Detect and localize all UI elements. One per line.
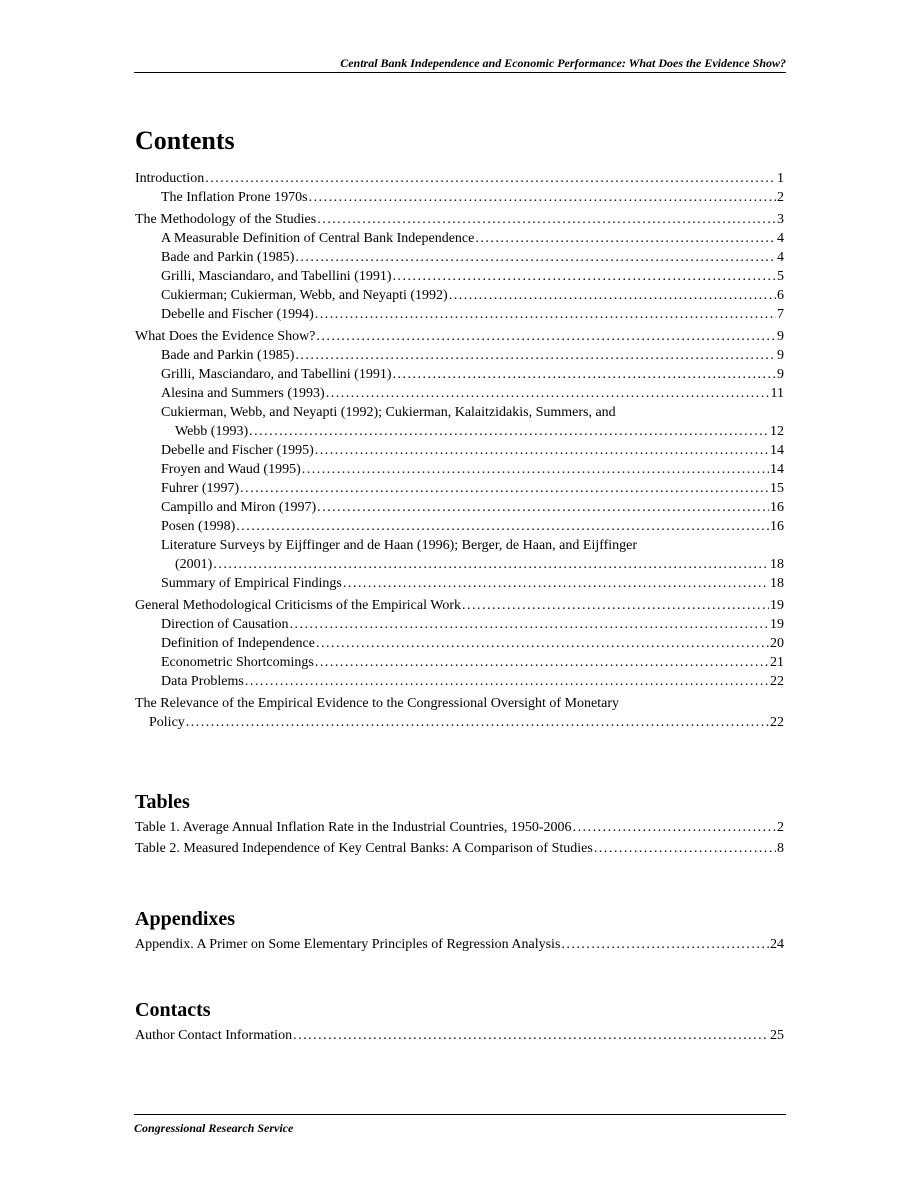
toc-entry-title: Introduction (135, 171, 205, 186)
toc-page-number: 24 (770, 937, 784, 952)
dot-leader (295, 346, 776, 365)
toc-page-number: 25 (770, 1028, 784, 1043)
toc-entry-title: Debelle and Fischer (1995) (161, 443, 314, 458)
toc-entry[interactable] (135, 1026, 784, 1045)
dot-leader (326, 384, 770, 403)
toc-entry[interactable] (135, 403, 784, 441)
toc-entry-title: Definition of Independence (161, 636, 315, 651)
dot-leader (316, 327, 776, 346)
toc-entry-title: Econometric Shortcomings (161, 655, 314, 670)
toc-entry-title: A Measurable Definition of Central Bank Independence (161, 231, 475, 246)
toc-page-number: 19 (770, 617, 784, 632)
toc-page-number: 2 (777, 190, 784, 205)
toc-entry-title: Author Contact Information (135, 1028, 293, 1043)
toc-page-number: 18 (770, 557, 784, 572)
toc-page-number: 4 (777, 231, 784, 246)
dot-leader (573, 818, 776, 837)
dot-leader (315, 305, 776, 324)
toc-entry[interactable] (135, 210, 784, 229)
toc-page-number: 1 (777, 171, 784, 186)
tables-heading: Tables (135, 791, 190, 813)
toc-page-number: 5 (777, 269, 784, 284)
toc-page-number: 14 (770, 462, 784, 477)
toc-entry[interactable] (135, 248, 784, 267)
toc-entry[interactable] (135, 327, 784, 346)
dot-leader (462, 596, 769, 615)
contents-list (135, 169, 784, 732)
contacts-heading: Contacts (135, 999, 211, 1021)
dot-leader (594, 839, 776, 858)
toc-entry-title-continuation: Webb (1993) (175, 424, 249, 439)
toc-entry[interactable] (135, 672, 784, 691)
dot-leader (316, 634, 769, 653)
dot-leader (392, 365, 776, 384)
toc-entry[interactable] (135, 365, 784, 384)
dot-leader (236, 517, 769, 536)
toc-entry-title: Bade and Parkin (1985) (161, 348, 295, 363)
toc-page-number: 21 (770, 655, 784, 670)
toc-page-number: 8 (777, 841, 784, 856)
toc-entry-title: Direction of Causation (161, 617, 289, 632)
toc-entry-title: Froyen and Waud (1995) (161, 462, 301, 477)
toc-page-number: 3 (777, 212, 784, 227)
toc-entry-title: The Relevance of the Empirical Evidence to the Congressional Oversight of Monetary (135, 696, 620, 711)
toc-page-number: 11 (770, 386, 784, 401)
toc-entry-title: Summary of Empirical Findings (161, 576, 342, 591)
toc-page-number: 18 (770, 576, 784, 591)
toc-entry-title: Bade and Parkin (1985) (161, 250, 295, 265)
toc-page-number: 2 (777, 820, 784, 835)
toc-page-number: 9 (777, 348, 784, 363)
toc-entry-title: Debelle and Fischer (1994) (161, 307, 314, 322)
contacts-list (135, 1026, 784, 1045)
running-head: Central Bank Independence and Economic Performance: What Does the Evidence Show? (134, 56, 786, 73)
toc-entry[interactable] (135, 574, 784, 593)
toc-entry[interactable] (135, 267, 784, 286)
toc-entry-title-continuation: Policy (149, 715, 185, 730)
toc-entry[interactable] (135, 653, 784, 672)
toc-page-number: 22 (770, 674, 784, 689)
toc-entry[interactable] (135, 615, 784, 634)
dot-leader (475, 229, 776, 248)
toc-page-number: 14 (770, 443, 784, 458)
dot-leader (561, 935, 769, 954)
dot-leader (315, 441, 769, 460)
dot-leader (309, 188, 776, 207)
toc-entry[interactable] (135, 694, 784, 732)
toc-entry-title: Cukierman, Webb, and Neyapti (1992); Cukierman, Kalaitzidakis, Summers, and (161, 405, 616, 420)
appendixes-list (135, 935, 784, 954)
toc-entry-title-continuation: (2001) (175, 557, 213, 572)
toc-entry-title: Appendix. A Primer on Some Elementary Principles of Regression Analysis (135, 937, 561, 952)
toc-page-number: 19 (770, 598, 784, 613)
toc-entry[interactable] (135, 596, 784, 615)
dot-leader (245, 672, 769, 691)
dot-leader (293, 1026, 769, 1045)
toc-page-number: 16 (770, 500, 784, 515)
toc-entry[interactable] (135, 229, 784, 248)
dot-leader (186, 713, 769, 732)
running-foot: Congressional Research Service (134, 1114, 786, 1136)
dot-leader (449, 286, 776, 305)
toc-entry-title: What Does the Evidence Show? (135, 329, 316, 344)
toc-page-number: 22 (770, 715, 784, 730)
toc-entry[interactable] (135, 441, 784, 460)
toc-entry[interactable] (135, 935, 784, 954)
toc-entry-title: General Methodological Criticisms of the Empirical Work (135, 598, 461, 613)
dot-leader (317, 498, 769, 517)
dot-leader (392, 267, 776, 286)
toc-entry-title: Fuhrer (1997) (161, 481, 240, 496)
toc-entry[interactable] (135, 818, 784, 837)
toc-entry[interactable] (135, 169, 784, 188)
toc-entry-title: Posen (1998) (161, 519, 236, 534)
dot-leader (249, 422, 769, 441)
toc-entry-title: Alesina and Summers (1993) (161, 386, 325, 401)
dot-leader (302, 460, 769, 479)
contents-heading: Contents (135, 126, 235, 155)
toc-entry-title: The Inflation Prone 1970s (161, 190, 308, 205)
dot-leader (205, 169, 776, 188)
toc-entry[interactable] (135, 384, 784, 403)
dot-leader (290, 615, 769, 634)
dot-leader (315, 653, 769, 672)
toc-page-number: 6 (777, 288, 784, 303)
toc-entry[interactable] (135, 286, 784, 305)
appendixes-heading: Appendixes (135, 908, 236, 930)
toc-entry-title: Data Problems (161, 674, 244, 689)
toc-entry-title: Campillo and Miron (1997) (161, 500, 317, 515)
dot-leader (343, 574, 769, 593)
toc-entry-title: Grilli, Masciandaro, and Tabellini (1991) (161, 269, 392, 284)
toc-page-number: 4 (777, 250, 784, 265)
tables-list (135, 818, 784, 858)
toc-entry[interactable] (135, 536, 784, 574)
toc-entry[interactable] (135, 460, 784, 479)
toc-page-number: 12 (770, 424, 784, 439)
toc-page-number: 9 (777, 329, 784, 344)
dot-leader (317, 210, 776, 229)
toc-entry[interactable] (135, 498, 784, 517)
toc-page-number: 15 (770, 481, 784, 496)
toc-entry[interactable] (135, 305, 784, 324)
toc-entry-title: Table 1. Average Annual Inflation Rate in the Industrial Countries, 1950-2006 (135, 820, 572, 835)
toc-entry[interactable] (135, 634, 784, 653)
dot-leader (295, 248, 776, 267)
toc-entry-title: The Methodology of the Studies (135, 212, 317, 227)
toc-page-number: 7 (777, 307, 784, 322)
toc-page-number: 9 (777, 367, 784, 382)
toc-entry-title: Literature Surveys by Eijffinger and de Haan (1996); Berger, de Haan, and Eijffinger (161, 538, 638, 553)
toc-entry-title: Cukierman; Cukierman, Webb, and Neyapti (1992) (161, 288, 448, 303)
toc-page-number: 20 (770, 636, 784, 651)
toc-entry[interactable] (135, 839, 784, 858)
toc-entry[interactable] (135, 346, 784, 365)
toc-entry[interactable] (135, 479, 784, 498)
toc-entry[interactable] (135, 188, 784, 207)
toc-page-number: 16 (770, 519, 784, 534)
toc-entry-title: Table 2. Measured Independence of Key Central Banks: A Comparison of Studies (135, 841, 593, 856)
dot-leader (240, 479, 769, 498)
dot-leader (213, 555, 769, 574)
toc-entry[interactable] (135, 517, 784, 536)
toc-entry-title: Grilli, Masciandaro, and Tabellini (1991) (161, 367, 392, 382)
